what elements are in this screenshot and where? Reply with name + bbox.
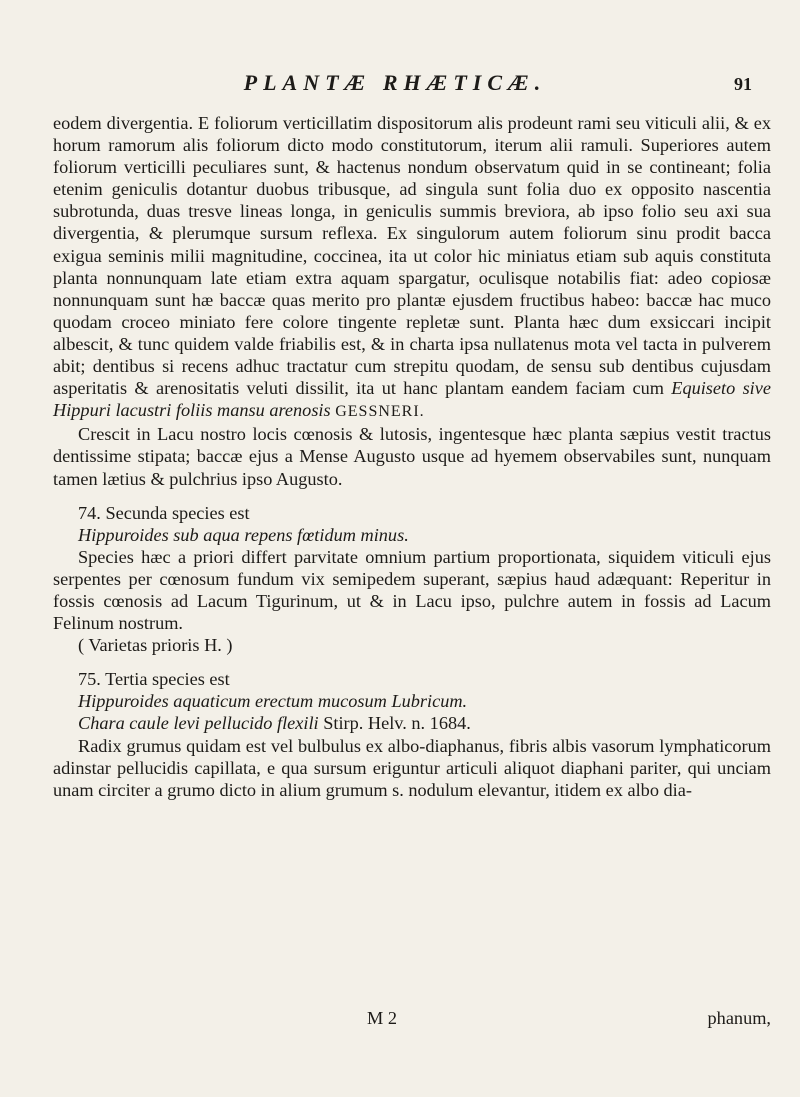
- section-74-title: Hippuroides sub aqua repens fœtidum minus.: [78, 524, 409, 545]
- page-footer: [53, 1008, 771, 1030]
- paragraph-habitat: Crescit in Lacu nostro locis cœnosis & lutosis, ingentesque hæc planta sæpius vestit tractus dentissime stipata; baccæ ejus a Mense Augusto usque ad hyemem observabiles sunt, nunquam tamen lætius & pulchrius ipso Augusto.: [53, 424, 771, 489]
- section-74-text: Species hæc a priori differt parvitate omnium partium proportionata, siquidem viticuli ejus serpentes per cœnosum fundum vix semipedem superant, sæpius haud adæquant: Reperitur in fossis cœnosis ad Lacum Tigurinum, ut & in Lacu ipso, pulchre autem in fossis ad Lacum Felinum nostrum.: [53, 546, 771, 634]
- page-number: 91: [734, 74, 752, 94]
- section-number: 74.: [78, 502, 101, 523]
- section-heading-text: Tertia species est: [105, 669, 230, 690]
- paragraph-continuation: [53, 112, 771, 423]
- signature-mark: M 2: [367, 1008, 397, 1028]
- page-body: [53, 112, 771, 801]
- paragraph-text: eodem divergentia. E foliorum verticillatim dispositorum alis prodeunt rami seu viticuli alii, & ex horum ramorum alis foliorum dicto modo constitutorum, iterum alii ramuli. Superiores autem foliorum verticilli peculiares sunt, & hactenus nondum observatum quid in se contineant; folia etenim geniculis dotantur duobus tribusque, ad singula sunt folia duo ex opposito nascentia subrotunda, duas tresve lineas longa, in geniculis summis breviora, ab ipso folio seu axi sua divergentia, & plerumque sursum reflexa. Ex singulorum autem foliorum sinu prodit bacca exigua seminis milii magnitudine, coccinea, ita ut color hic miniatus etiam sub aquis constituta planta nonnunquam late etiam extra aquam spargatur, oculisque notabilis fiat: adeo copiosæ nonnunquam sunt hæ baccæ quas merito pro plantæ ejusdem fructibus habeo: baccæ hac muco quodam croceo miniato fere colore tingente repletæ sunt. Planta hæc dum exsiccari incipit albescit, & tunc quidem valde friabilis est, & in charta ipsa nullatenus mota vel tacta in pulverem abit; dentibus si recens adhuc tractatur cum strepitu quodam, de sensu sub dentibus cujusdam asperitatis & arenositatis veluti dissilit, ita ut hanc plantam eandem faciam cum: [53, 113, 771, 399]
- section-75-title: Hippuroides aquaticum erectum mucosum Lubricum.: [78, 691, 468, 712]
- section-75-heading: [53, 668, 771, 690]
- section-heading-text: Secunda species est: [105, 502, 250, 523]
- catchword: phanum,: [707, 1008, 771, 1028]
- spacer: [53, 656, 771, 668]
- synonym-name: Chara caule levi pellucido flexili: [78, 713, 319, 734]
- section-75-synonym: [53, 712, 771, 734]
- section-74-heading: [53, 502, 771, 524]
- section-74-varietas: ( Varietas prioris H. ): [78, 635, 233, 656]
- species-reference: Equiseto sive Hippuri lacustri foliis mansu arenosis: [53, 378, 771, 421]
- synonym-reference: Stirp. Helv. n. 1684.: [323, 713, 471, 734]
- running-title: PLANTÆ RHÆTICÆ.: [243, 70, 547, 95]
- spacer: [53, 490, 771, 502]
- section-number: 75.: [78, 669, 101, 690]
- section-75-text: Radix grumus quidam est vel bulbulus ex albo-diaphanus, fibris albis vasorum lymphaticorum adinstar pellucidis capillata, e qua sursum eriguntur articuli aliquot diaphani pariter, qui unciam unam circiter a grumo dicto in alium grumum s. nodulum elevantur, itidem ex albo dia-: [53, 735, 771, 800]
- author-reference: GESSNERI.: [335, 403, 425, 421]
